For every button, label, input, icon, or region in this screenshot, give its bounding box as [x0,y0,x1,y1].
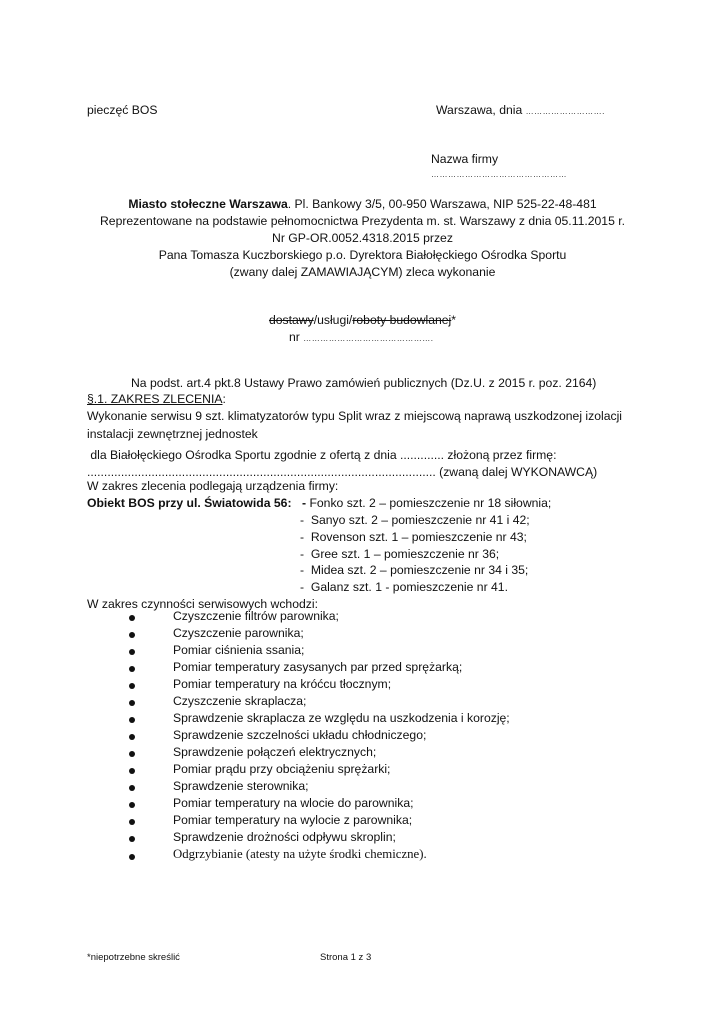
company-name-label: Nazwa firmy [431,152,499,166]
order-type-asterisk: * [451,313,457,327]
page-number: Strona 1 z 3 [320,952,372,963]
scope-heading: §.1. ZAKRES ZLECENIA [87,392,223,406]
device-item-text: Galanz szt. 1 - pomieszczenie nr 41. [310,580,508,594]
service-item: Pomiar temperatury na wlocie do parownika; [173,796,414,810]
service-item: Pomiar ciśnienia ssania; [173,643,305,657]
bullet-icon [128,716,136,724]
order-number-dots: ………………………………………. [303,334,434,343]
order-type-delivery: dostawy [268,313,314,327]
city-date-label: Warszawa, dnia [436,103,523,117]
service-item: Sprawdzenie skraplacza ze względu na uszkodzenia i korozję; [173,711,510,725]
bullet-icon [128,648,136,656]
device-item: - Midea szt. 2 – pomieszczenie nr 34 i 35; [300,563,529,577]
service-item: Czyszczenie parownika; [173,626,304,640]
device-item: - Fonko szt. 2 – pomieszczenie nr 18 siłownia; [302,496,552,510]
order-type-works: roboty budowlanej [352,313,452,327]
service-item: Sprawdzenie sterownika; [173,779,309,793]
party-address: . Pl. Bankowy 3/5, 00-950 Warszawa, NIP 525-22-48-481 [287,197,597,211]
legal-basis: Na podst. art.4 pkt.8 Ustawy Prawo zamówień publicznych (Dz.U. z 2015 r. poz. 2164) [131,376,597,390]
bullet-icon [128,750,136,758]
party-name: Miasto stołeczne Warszawa [128,197,288,211]
bullet-icon [128,767,136,775]
company-name-dots: ………………………………………… [431,170,567,179]
order-number-label: nr [289,330,300,344]
service-item: Pomiar temperatury na wylocie z parownika; [173,813,413,827]
party-line-2: Reprezentowane na podstawie pełnomocnictwa Prezydenta m. st. Warszawy z dnia 05.11.2015 r. [99,214,626,228]
party-line-3: Nr GP-OR.0052.4318.2015 przez [272,231,453,245]
scope-line-4: ....................................................................................................... (zwaną dalej WYKONAWCĄ) [87,465,598,479]
device-item: - Gree szt. 1 – pomieszczenie nr 36; [300,547,500,561]
scope-heading-line [87,392,226,406]
party-line-1 [0,197,725,211]
city-date-line [436,103,605,117]
bullet-icon [128,835,136,843]
service-item: Pomiar prądu przy obciążeniu sprężarki; [173,762,391,776]
device-item-text: Rovenson szt. 1 – pomieszczenie nr 43; [310,530,527,544]
party-line-4: Pana Tomasza Kuczborskiego p.o. Dyrektora Białołęckiego Ośrodka Sportu [158,248,567,262]
party-line-5: (zwany dalej ZAMAWIAJĄCYM) zleca wykonanie [229,265,496,279]
order-number-line [289,330,433,344]
device-item-text: Gree szt. 1 – pomieszczenie nr 36; [310,547,500,561]
device-item: - Rovenson szt. 1 – pomieszczenie nr 43; [300,530,527,544]
service-item: Odgrzybianie (atesty na użyte środki chemiczne). [173,847,427,861]
order-type-line [0,313,725,327]
bullet-icon [128,784,136,792]
scope-line-1: Wykonanie serwisu 9 szt. klimatyzatorów typu Split wraz z miejscową naprawą uszkodzonej izolacji [87,409,622,423]
service-item: Czyszczenie skraplacza; [173,694,307,708]
devices-intro: W zakres zlecenia podlegają urządzenia firmy: [87,479,339,493]
scope-heading-colon: : [222,392,226,406]
service-item: Sprawdzenie szczelności układu chłodniczego; [173,728,427,742]
service-item: Czyszczenie filtrów parownika; [173,609,339,623]
bullet-icon [128,665,136,673]
order-type-services: /usługi/ [313,313,353,327]
bullet-icon [128,853,136,861]
bullet-icon [128,699,136,707]
date-placeholder-dots: ………………………. [525,107,605,116]
bullet-icon [128,801,136,809]
device-item: - Sanyo szt. 2 – pomieszczenie nr 41 i 42; [300,513,530,527]
service-item: Sprawdzenie drożności odpływu skroplin; [173,830,396,844]
device-item: - Galanz szt. 1 - pomieszczenie nr 41. [300,580,508,594]
bullet-icon [128,733,136,741]
bullet-icon [128,614,136,622]
footnote: *niepotrzebne skreślić [87,952,180,963]
object-label-text: Obiekt BOS przy ul. Światowida 56: [87,496,292,510]
device-item-text: Midea szt. 2 – pomieszczenie nr 34 i 35; [310,563,529,577]
stamp-label: pieczęć BOS [87,103,158,117]
service-item: Sprawdzenie połączeń elektrycznych; [173,745,377,759]
device-item-text: Fonko szt. 2 – pomieszczenie nr 18 siłownia; [309,496,552,510]
bullet-icon [128,818,136,826]
service-item: Pomiar temperatury na króćcu tłocznym; [173,677,392,691]
service-item: Pomiar temperatury zasysanych par przed sprężarką; [173,660,463,674]
service-intro: W zakres czynności serwisowych wchodzi: [87,597,318,611]
bullet-icon [128,631,136,639]
scope-line-3: dla Białołęckiego Ośrodka Sportu zgodnie z ofertą z dnia ............. złożoną przez firmę: [87,448,557,462]
bullet-icon [128,682,136,690]
device-item-text: Sanyo szt. 2 – pomieszczenie nr 41 i 42; [310,513,530,527]
object-label [87,496,292,510]
scope-line-2: instalacji zewnętrznej jednostek [87,427,258,441]
